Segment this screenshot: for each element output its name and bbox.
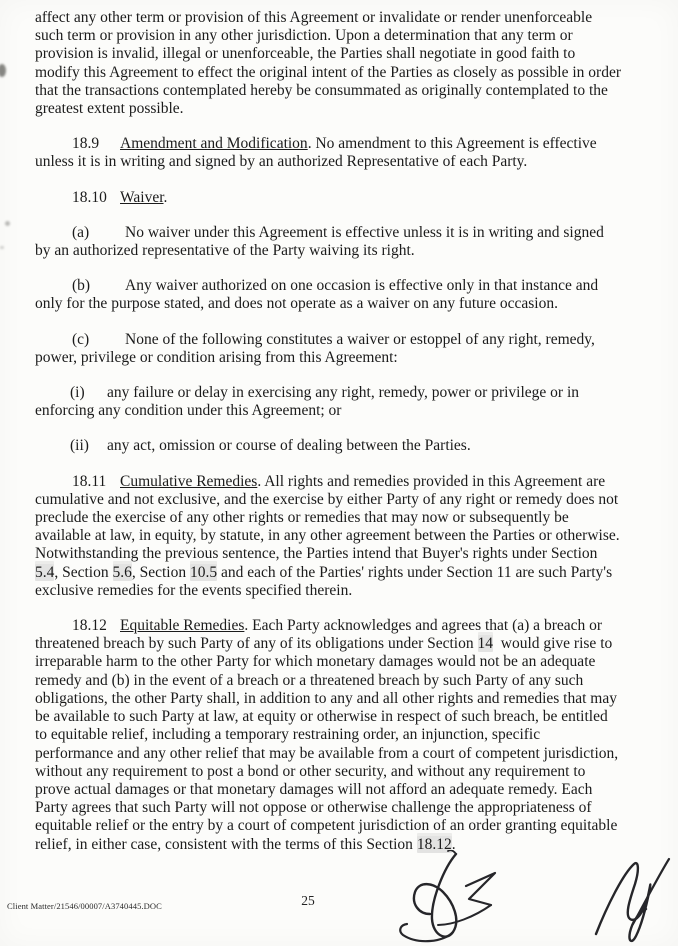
signature-icon bbox=[592, 856, 678, 946]
section-number: (c) bbox=[72, 330, 90, 348]
page-number: 25 bbox=[301, 893, 315, 908]
section-number: (a) bbox=[72, 223, 90, 241]
handwritten-initials-left bbox=[392, 850, 524, 945]
handwritten-initials-right bbox=[592, 856, 678, 946]
paragraph-a: (a) No waiver under this Agreement is effective unless it is in writing and signed by an authorized representative of the Party waiving its right. bbox=[35, 223, 604, 260]
signature-icon bbox=[392, 850, 524, 945]
section-number: (b) bbox=[72, 277, 91, 295]
paragraph-c: (c) None of the following constitutes a waiver or estoppel of any right, remedy, power, privilege or condition arising from this Agreement: bbox=[35, 330, 595, 366]
paragraph-b: (b) Any waiver authorized on one occasion is effective only in that instance and only for the purpose stated, and does not operate as a waiver on any future occasion. bbox=[35, 277, 599, 313]
paragraph-ii: (ii) any act, omission or course of dealing between the Parties. bbox=[70, 437, 471, 455]
section-cross-reference: 5.6 bbox=[112, 563, 132, 581]
section-cross-reference: 18.12 bbox=[416, 835, 452, 853]
underlined-heading: Amendment and Modification bbox=[120, 135, 308, 153]
section-cross-reference: 10.5 bbox=[190, 563, 218, 581]
underlined-heading: Cumulative Remedies bbox=[120, 472, 258, 490]
section-number: (ii) bbox=[70, 437, 89, 455]
paragraph-18.12: 18.12 Equitable Remedies. Each Party acknowledges and agrees that (a) a breach or threatened breach by such Party of any of its obligations under Section 14 would give rise to irreparable harm to the other Party for which monetary damages would not be an adequate remedy and (b) in the event of a breach or a threatened breach by such Party of any such obligations, the other Party shall, in addition to any and all other rights and remedies that may be available to such Party at law, at equity or otherwise in respect of such breach, be entitled to equitable relief, including a temporary restraining order, an injunction, specific performance and any other relief that may be available from a court of competent jurisdiction, without any requirement to post a bond or other security, and without any requirement to prove actual damages or that monetary damages will not afford an adequate remedy. Each Party agrees that such Party will not oppose or otherwise challenge the appropriateness of equitable relief or the entry by a court of competent jurisdiction of an order granting equitable relief, in either case, consistent with the terms of this Section 18.12. bbox=[35, 617, 619, 853]
underlined-heading: Waiver bbox=[120, 188, 164, 206]
paragraph-18.10: 18.10 Waiver. bbox=[72, 188, 168, 206]
section-number: 18.12 bbox=[72, 617, 107, 635]
section-number: 18.10 bbox=[72, 188, 107, 206]
section-cross-reference: 5.4 bbox=[35, 563, 55, 581]
footer-file-reference: Client Matter/21546/00007/A3740445.DOC bbox=[7, 901, 162, 911]
scan-artifact bbox=[5, 221, 10, 226]
section-number: 18.11 bbox=[72, 472, 107, 490]
section-cross-reference: 14 bbox=[477, 635, 493, 653]
section-number: 18.9 bbox=[72, 135, 100, 153]
underlined-heading: Equitable Remedies bbox=[120, 617, 245, 635]
scan-artifact bbox=[0, 64, 6, 77]
paragraph: affect any other term or provision of this Agreement or invalidate or render unenforceable such term or provision in any other jurisdiction. Upon a determination that any term or provision is invalid, illegal or unenforceable, the Parties shall negotiate in good faith to modify this Agreement to effect the original intent of the Parties as closely as possible in order that the transactions contemplated hereby be consummated as originally contemplated to the greatest extent possible. bbox=[35, 9, 621, 118]
paragraph-18.11: 18.11 Cumulative Remedies. All rights and remedies provided in this Agreement are cumulative and not exclusive, and the exercise by either Party of any right or remedy does not preclude the exercise of any other rights or remedies that may now or subsequently be available at law, in equity, by statute, in any other agreement between the Parties or otherwise. Notwithstanding the previous sentence, the Parties intend that Buyer's rights under Section 5.4, Section 5.6, Section 10.5 and each of the Parties' rights under Section 11 are such Party's exclusive remedies for the events specified therein. bbox=[35, 472, 620, 599]
document-body bbox=[35, 9, 621, 871]
paragraph-18.9: 18.9 Amendment and Modification. No amendment to this Agreement is effective unless it is in writing and signed by an authorized Representative of each Party. bbox=[35, 135, 597, 171]
scan-artifact bbox=[0, 246, 4, 249]
paragraph-i: (i) any failure or delay in exercising any right, remedy, power or privilege or in enforcing any condition under this Agreement; or bbox=[35, 384, 580, 420]
section-number: (i) bbox=[70, 384, 85, 402]
